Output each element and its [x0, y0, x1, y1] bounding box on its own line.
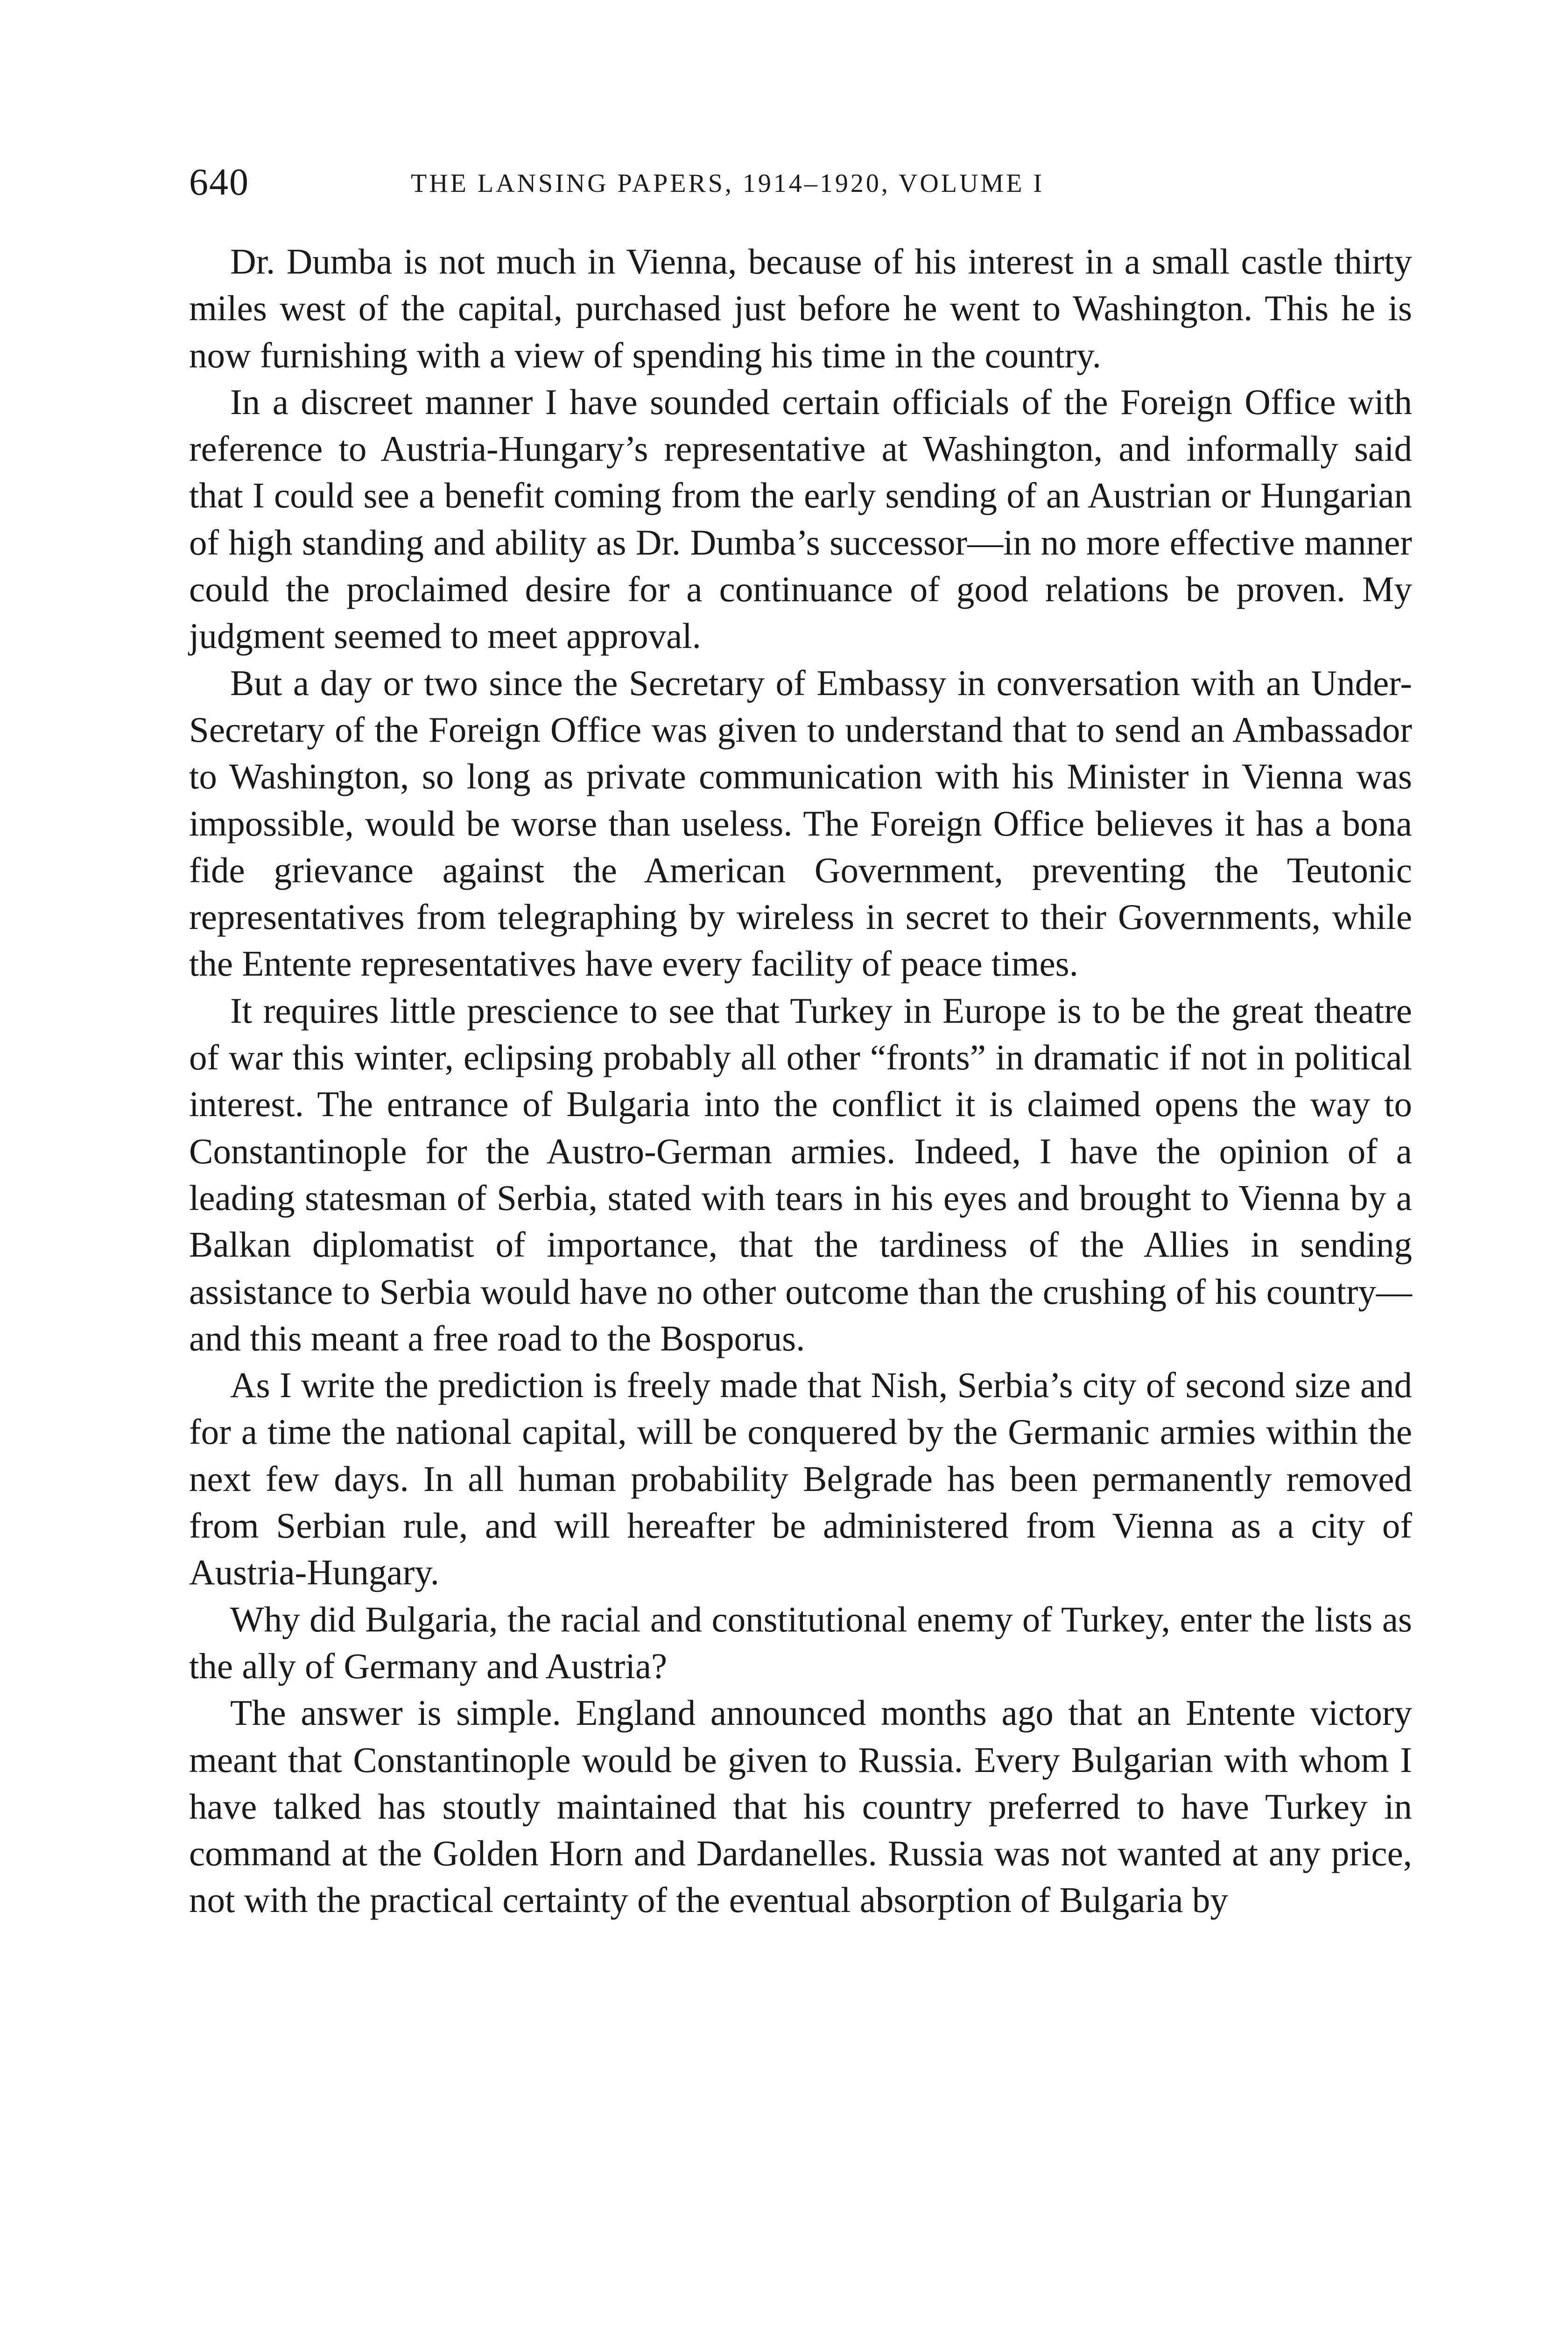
paragraph-answer-simple: The answer is simple. England announced months ago that an Entente victory meant that Constantinople would be given to Russia. Every Bulgarian with whom I have talked has stoutly maintained that his country preferred to have Turkey in command at the Golden Horn and Dardanelles. Russia was not wanted at any price, not with the practical certainty of the eventual absorption of Bulgaria by — [189, 1693, 1412, 1920]
page-number: 640 — [189, 161, 249, 203]
page-header — [189, 161, 1412, 203]
paragraph-why-bulgaria: Why did Bulgaria, the racial and constitutional enemy of Turkey, enter the lists as the ally of Germany and Austria? — [189, 1599, 1412, 1686]
paragraph-dumba-castle: Dr. Dumba is not much in Vienna, because of his interest in a small castle thirty miles west of the capital, purchased just before he went to Washington. This he is now furnishing with a view of spending his time in the country. — [189, 241, 1412, 375]
paragraph-nish-prediction: As I write the prediction is freely made that Nish, Serbia’s city of second size and for a time the national capital, will be conquered by the Germanic armies within the next few days. In all human probability Belgrade has been permanently removed from Serbian rule, and will hereafter be administered from Vienna as a city of Austria-Hungary. — [189, 1365, 1412, 1593]
paragraph-secretary-of-embassy: But a day or two since the Secretary of Embassy in conversation with an Under-Secretary of the Foreign Office was given to understand that to send an Ambassador to Washington, so long as private communication with his Minister in Vienna was impossible, would be worse than useless. The Foreign Office believes it has a bona fide grievance against the American Government, preventing the Teutonic representatives from telegraphing by wireless in secret to their Governments, while the Entente representatives have every facility of peace times. — [189, 662, 1412, 984]
paragraph-turkey-theatre-of-war: It requires little prescience to see that Turkey in Europe is to be the great theatre of war this winter, eclipsing probably all other “fronts” in dramatic if not in political interest. The entrance of Bulgaria into the conflict it is claimed opens the way to Constantinople for the Austro-German armies. Indeed, I have the opinion of a leading statesman of Serbia, stated with tears in his eyes and brought to Vienna by a Balkan diplomatist of importance, that the tardiness of the Allies in sending assistance to Serbia would have no other outcome than the crushing of his country—and this meant a free road to the Bosporus. — [189, 990, 1412, 1358]
running-head: THE LANSING PAPERS, 1914–1920, VOLUME I — [411, 169, 1045, 198]
paragraph-foreign-office-sounding: In a discreet manner I have sounded certain officials of the Foreign Office with reference to Austria-Hungary’s representative at Washington, and informally said that I could see a benefit coming from the early sending of an Austrian or Hungarian of high standing and ability as Dr. Dumba’s successor—in no more effective manner could the proclaimed desire for a continuance of good relations be proven. My judgment seemed to meet approval. — [189, 381, 1412, 656]
body-text — [189, 238, 1412, 1924]
